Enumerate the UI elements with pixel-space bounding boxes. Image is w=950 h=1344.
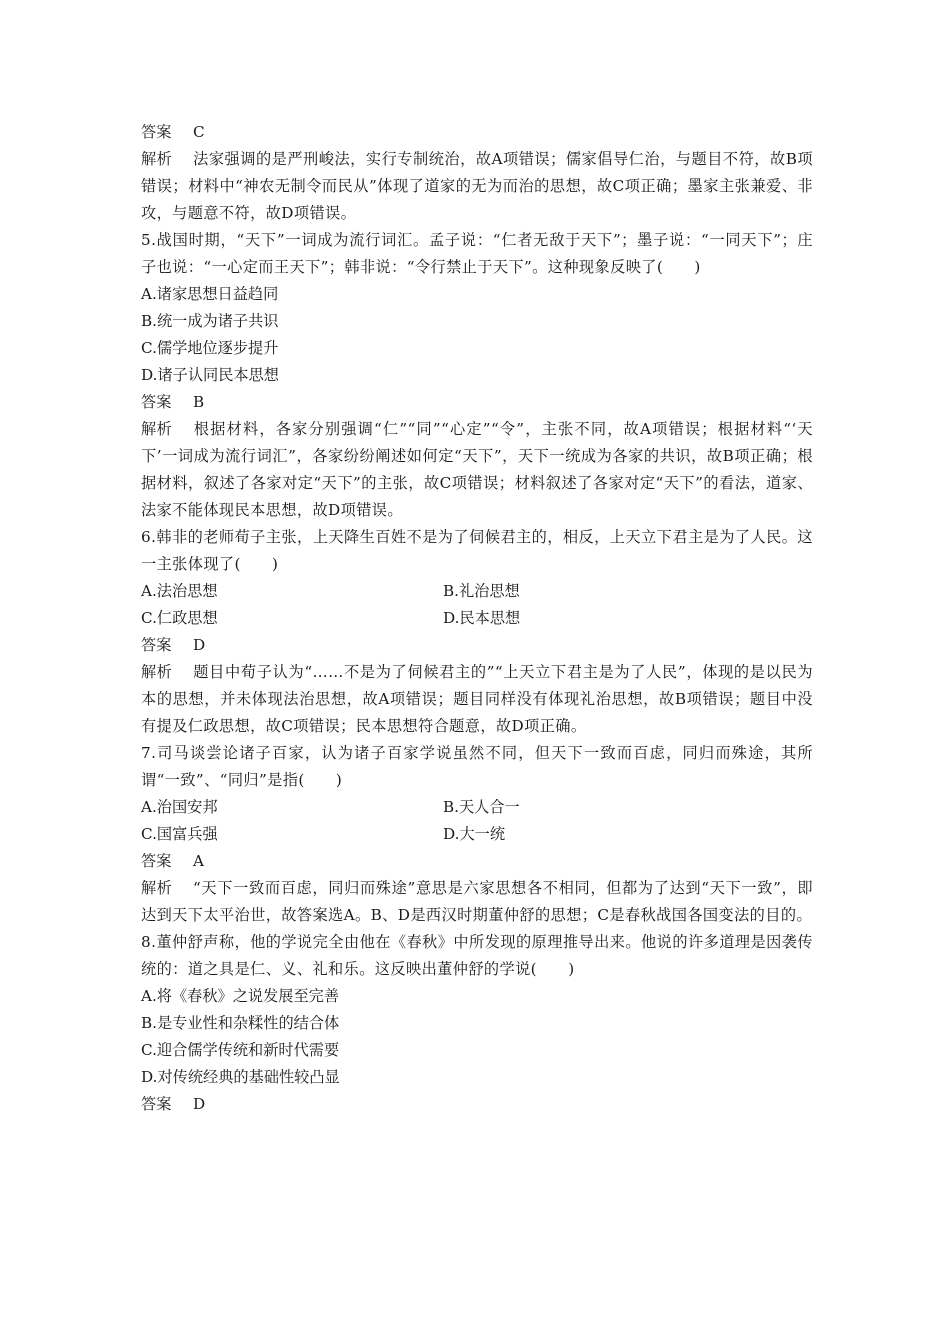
question-7-stem: 7.司马谈尝论诸子百家，认为诸子百家学说虽然不同，但天下一致而百虑，同归而殊途，其所谓“一致”、“同归”是指( ) <box>141 744 813 789</box>
option-row <box>141 821 813 848</box>
option-c: C.迎合儒学传统和新时代需要 <box>141 1041 340 1059</box>
answer-label: 答案 <box>141 636 172 654</box>
answer-line <box>141 389 813 416</box>
analysis-paragraph <box>141 416 813 524</box>
answer-label: 答案 <box>141 1095 172 1113</box>
option-c: C.国富兵强 <box>141 825 218 843</box>
option-d: D.诸子认同民本思想 <box>141 366 279 384</box>
answer-line <box>141 848 813 875</box>
answer-value: D <box>193 636 206 654</box>
answer-line <box>141 1091 813 1118</box>
answer-line <box>141 119 813 146</box>
option-d: D.大一统 <box>443 825 506 843</box>
option-c: C.儒学地位逐步提升 <box>141 339 279 357</box>
option-a: A.将《春秋》之说发展至完善 <box>141 987 340 1005</box>
analysis-text: 法家强调的是严刑峻法，实行专制统治，故A项错误；儒家倡导仁治，与题目不符，故B项错误；材料中“神农无制令而民从”体现了道家的无为而治的思想，故C项正确；墨家主张兼爱、非攻，与题意不符，故D项错误。 <box>141 150 813 222</box>
answer-value: A <box>193 852 204 870</box>
question-8-stem: 8.董仲舒声称，他的学说完全由他在《春秋》中所发现的原理推导出来。他说的许多道理是因袭传统的：道之具是仁、义、礼和乐。这反映出董仲舒的学说( ) <box>141 933 813 978</box>
answer-label: 答案 <box>141 123 172 141</box>
option-b: B.是专业性和杂糅性的结合体 <box>141 1014 340 1032</box>
analysis-text: 根据材料，各家分别强调“仁”“同”“心定”“令”，主张不同，故A项错误；根据材料“‘天下’一词成为流行词汇”，各家纷纷阐述如何定“天下”，天下一统成为各家的共识，故B项正确；根据材料，叙述了各家对定“天下”的主张，故C项错误；材料叙述了各家对定“天下”的看法，道家、法家不能体现民本思想，故D项错误。 <box>141 420 813 519</box>
analysis-label: 解析 <box>141 879 173 897</box>
option-row <box>141 794 813 821</box>
option-b: B.天人合一 <box>443 798 520 816</box>
answer-label: 答案 <box>141 852 172 870</box>
analysis-label: 解析 <box>141 150 173 168</box>
option-b: B.礼治思想 <box>443 582 520 600</box>
option-row <box>141 578 813 605</box>
answer-value: D <box>193 1095 206 1113</box>
answer-label: 答案 <box>141 393 172 411</box>
analysis-text: 题目中荀子认为“……不是为了伺候君主的”“上天立下君主是为了人民”，体现的是以民为本的思想，并未体现法治思想，故A项错误；题目同样没有体现礼治思想，故B项错误；题目中没有提及仁政思想，故C项错误；民本思想符合题意，故D项正确。 <box>141 663 813 735</box>
option-a: A.治国安邦 <box>141 798 218 816</box>
option-a: A.法治思想 <box>141 582 218 600</box>
question-5-stem: 5.战国时期，“天下”一词成为流行词汇。孟子说：“仁者无敌于天下”；墨子说：“一同天下”；庄子也说：“一心定而王天下”；韩非说：“令行禁止于天下”。这种现象反映了( ) <box>141 231 813 276</box>
analysis-paragraph <box>141 659 813 740</box>
option-b: B.统一成为诸子共识 <box>141 312 279 330</box>
option-a: A.诸家思想日益趋同 <box>141 285 279 303</box>
option-c: C.仁政思想 <box>141 609 218 627</box>
document-page <box>141 119 813 1118</box>
analysis-text: “天下一致而百虑，同归而殊途”意思是六家思想各不相同，但都为了达到“天下一致”，即达到天下太平治世，故答案选A。B、D是西汉时期董仲舒的思想；C是春秋战国各国变法的目的。 <box>141 879 813 924</box>
option-d: D.对传统经典的基础性较凸显 <box>141 1068 340 1086</box>
answer-line <box>141 632 813 659</box>
option-row <box>141 605 813 632</box>
analysis-paragraph <box>141 146 813 227</box>
analysis-label: 解析 <box>141 420 173 438</box>
option-d: D.民本思想 <box>443 609 521 627</box>
answer-value: C <box>193 123 205 141</box>
analysis-label: 解析 <box>141 663 173 681</box>
question-6-stem: 6.韩非的老师荀子主张，上天降生百姓不是为了伺候君主的，相反，上天立下君主是为了人民。这一主张体现了( ) <box>141 528 813 573</box>
answer-value: B <box>193 393 205 411</box>
analysis-paragraph <box>141 875 813 929</box>
